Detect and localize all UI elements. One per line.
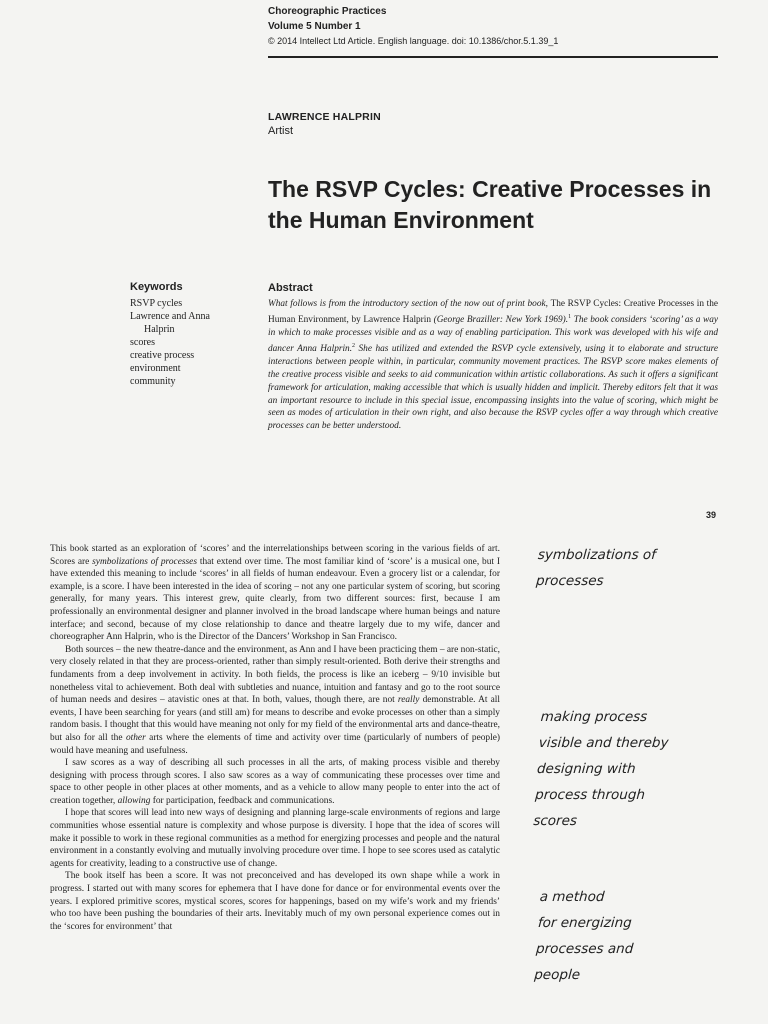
journal-name: Choreographic Practices: [268, 6, 387, 17]
text-run: Both sources – the new theatre-dance and the environment, as Ann and I have been practicing them – are non-static, very closely related in that they are process-oriented, rather than simply result-oriented. Both derive their strengths and fundaments from a deep involvement in activity. In both fields, the process is like an iceberg – 9/10 invisible but nonetheless vital to achievement. Both deal with subtleties and nuance, intuition and fantasy and go to the root source of human needs and desires – atavistic ones at that. In both, values, though there, are not: [50, 644, 500, 706]
keyword-item: Lawrence and Anna: [130, 311, 210, 322]
author-block: [268, 110, 381, 138]
margin-note-line: symbolizations of: [537, 547, 657, 563]
text-run: that extend over time. The most familiar kind of ‘score’ is a musical one, but I have extended this meaning to include ‘scores’ in all fields of human endeavour. Even a grocery list or a calendar, for example, is a score. I have been interested in the idea of scoring – not any one particular system of scoring, but scoring generally, for many years. This interest grew, quite clearly, from two different sources: first, because I am professionally an environmental designer and planner involved in the broad landscape where human beings and nature interface; and second, because of my close relationship to dance and theatre largely due to my wife, dancer and choreographer Ann Halprin, who is the Director of the Dancers’ Workshop in San Francisco.: [50, 556, 500, 643]
abstract-book-title: The RSVP Cycles: Creative Processes in the Human Environment, by Lawrence Halprin: [268, 299, 718, 325]
margin-note-making-process: [532, 704, 741, 834]
text-run: This book started as an exploration of ‘scores’ and the interrelationships between scoring in the various fields of art. Scores are: [50, 544, 500, 567]
footnote-ref: 2: [352, 342, 356, 349]
abstract-part: What follows is from the introductory section of the now out of print book,: [268, 299, 551, 309]
text-run: I saw scores as a way of describing all such processes in all the arts, of making process visible and thereby designing with process through scores. I also saw scores as a way of communicating these processes over time and space to other people in other places at other moments, and as a vehicle to allow many people to enter into the act of creation together,: [50, 758, 500, 806]
text-run: demonstrable. At all events, I have been searching for years (and still am) for means to describe and evoke processes on other than a simply random basis. I thought that this would have meaning not only for my field of the environmental arts and dance-theatre, but also for all the: [50, 695, 500, 743]
keywords-heading: Keywords: [130, 281, 183, 293]
abstract-heading: Abstract: [268, 282, 313, 294]
paragraph: I hope that scores will lead into new ways of designing and planning large-scale environments of regions and large communities whose essential nature is complexity and whose purpose is diversity. I hope that the idea of scores will make it possible to work in these regional communities as a method for energizing processes and people and the natural environment in a constantly evolving and mutually involving procedure over time. I hope to see scores used as catalytic agents for creativity, leading to a constructive use of change.: [50, 808, 500, 869]
footnote-ref: 1: [568, 313, 572, 320]
header-rule: [268, 56, 718, 58]
paragraph: [50, 543, 500, 644]
copyright-doi: © 2014 Intellect Ltd Article. English language. doi: 10.1386/chor.5.1.39_1: [268, 36, 559, 46]
paragraph: The book itself has been a score. It was not preconceived and has developed its own shape while a work in progress. I started out with many scores for ephemera that I have done for dance or for environmental events over the years. I explored primitive scores, mystical scores, scores for happenings, based on my wife’s work and my friends’ who too have been pushing the boundaries of their arts. Inevitably much of my own personal experience comes out in the ‘scores for environment’ that: [50, 871, 500, 932]
keyword-item: creative process: [130, 350, 195, 361]
keyword-item: Halprin: [144, 324, 175, 335]
abstract-text: [268, 298, 718, 433]
margin-note-line: a method: [539, 889, 605, 905]
text-run: for participation, feedback and communications.: [150, 795, 335, 806]
abstract-part: (George Braziller: New York 1969).: [431, 315, 569, 325]
keyword-item: community: [130, 376, 176, 387]
margin-note-line: for energizing: [537, 915, 633, 931]
margin-note-line: making process: [540, 709, 648, 725]
keyword-item: scores: [130, 337, 155, 348]
paragraph: [50, 757, 500, 807]
margin-note-line: processes and: [535, 941, 634, 957]
author-name: LAWRENCE HALPRIN: [268, 111, 381, 123]
page-number: 39: [706, 510, 717, 520]
journal-header: [268, 4, 718, 49]
margin-note-line: processes: [535, 573, 605, 589]
margin-note-line: designing with: [536, 761, 637, 777]
text-run: arts where the elements of time and activity over time (particularly of numbers of people) would have meaning and usefulness.: [50, 732, 500, 756]
keywords-list: [130, 297, 260, 388]
margin-note-line: process through: [534, 787, 646, 803]
emphasis: other: [125, 732, 146, 743]
margin-note-line: visible and thereby: [538, 735, 670, 751]
emphasis: allowing: [117, 795, 151, 806]
abstract-part: The book considers ‘scoring’ as a way in which to make processes visible and as a way of enabling participation. This work was developed with his wife and dancer Anna Halprin.: [268, 315, 718, 354]
margin-note-method: [533, 884, 740, 988]
keyword-item: environment: [130, 363, 181, 374]
author-role: Artist: [268, 125, 294, 137]
margin-note-line: people: [533, 967, 581, 983]
abstract-part: She has utilized and extended the RSVP cycle extensively, using it to elaborate and structure interactions between people within, in particular, community movement practices. The RSVP score makes elements of the creative process visible and seeks to aid communication within artistic collaborations. As such it offers a significant framework for articulation, making accessible that which is usually hidden and implicit. Thereby editors felt that it was an important resource to include in this special issue, encompassing insights into the value of scoring, which might be seen as modes of articulation in their own right, and also because the RSVP cycles offer a way through which creative processes can be better understood.: [268, 343, 718, 432]
article-title: The RSVP Cycles: Creative Processes in the Human Environment: [268, 176, 712, 233]
emphasis: symbolizations of processes: [92, 556, 197, 567]
volume-number: Volume 5 Number 1: [268, 21, 361, 32]
margin-note-symbolizations: [535, 542, 739, 594]
body-text: [50, 543, 500, 933]
keyword-item: RSVP cycles: [130, 298, 183, 309]
emphasis: really: [397, 695, 420, 706]
margin-note-line: scores: [532, 813, 578, 829]
paragraph: [50, 644, 500, 757]
